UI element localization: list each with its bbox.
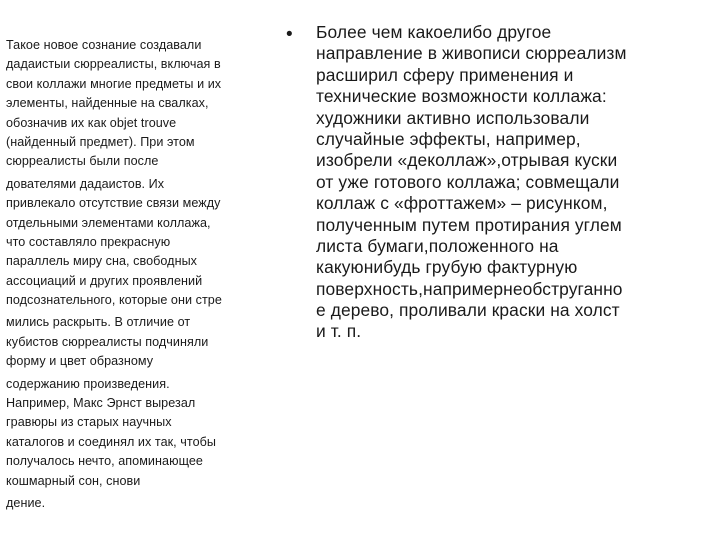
left-text-line: гравюры из старых научных	[6, 415, 172, 430]
left-text-line: кошмарный сон, снови	[6, 473, 141, 488]
bullet-text-line: и т. п.	[316, 321, 362, 342]
bullet-text-line: художники активно использовали	[316, 107, 590, 128]
left-text-line: что составляло прекрасную	[6, 234, 171, 249]
left-text-line: содержанию произведения.	[6, 376, 170, 391]
left-text-line: привлекало отсутствие связи между	[6, 196, 221, 211]
left-text-line: подсознательного, которые они стре	[6, 293, 222, 308]
left-text-line: дадаистыи сюрреалисты, включая в	[6, 57, 221, 72]
bullet-text-line: от уже готового коллажа; совмещали	[316, 171, 620, 192]
left-text-line: отдельными элементами коллажа,	[6, 215, 211, 230]
left-text-line: получалось нечто, апоминающее	[6, 454, 203, 469]
left-text-line: сюрреалисты были после	[6, 154, 159, 169]
bullet-text-line: коллаж с «фроттажем» – рисунком,	[316, 193, 608, 214]
left-text-line: обозначив их как objet trouve	[6, 115, 177, 130]
left-text-line: Например, Макс Эрнст вырезал	[6, 396, 196, 411]
left-text-line: мились раскрыть. В отличие от	[6, 315, 191, 330]
bullet-text-line: е дерево, проливали краски на холст	[316, 300, 620, 321]
left-text-line: каталогов и соединял их так, чтобы	[6, 434, 216, 449]
bullet-text-line: листа бумаги,положенного на	[316, 235, 559, 256]
left-text-line: ассоциаций и других проявлений	[6, 273, 203, 288]
left-text-line: элементы, найденные на свалках,	[6, 96, 209, 111]
left-text-line: форму и цвет образному	[6, 354, 154, 369]
bullet-text-line: изобрели «деколлаж»,отрывая куски	[316, 150, 618, 171]
bullet-marker: •	[286, 24, 293, 45]
left-text-line: дователями дадаистов. Их	[6, 176, 165, 191]
bullet-text-line: какуюнибудь грубую фактурную	[316, 257, 578, 278]
left-text-block	[6, 36, 274, 513]
bullet-text-line: полученным путем протирания углем	[316, 214, 622, 235]
bullet-text-line: направление в живописи сюрреализм	[316, 43, 627, 64]
bullet-text-line: Более чем какоелибо другое	[316, 22, 552, 42]
bullet-text-line: поверхность,напримернеобструганно	[316, 278, 623, 299]
bullet-text-line: расширил сферу применения и	[316, 64, 574, 85]
left-text-line: Такое новое сознание создавали	[6, 38, 202, 52]
left-text-line: свои коллажи многие предметы и их	[6, 76, 222, 91]
bullet-paragraph	[286, 22, 706, 343]
left-text-line: (найденный предмет). При этом	[6, 134, 195, 149]
left-text-line: дение.	[6, 495, 46, 510]
bullet-text-line: технические возможности коллажа:	[316, 86, 607, 107]
left-text-line: кубистов сюрреалисты подчиняли	[6, 334, 209, 349]
bullet-text-line: случайные эффекты, например,	[316, 128, 581, 149]
left-text-line: параллель миру сна, свободных	[6, 254, 198, 269]
